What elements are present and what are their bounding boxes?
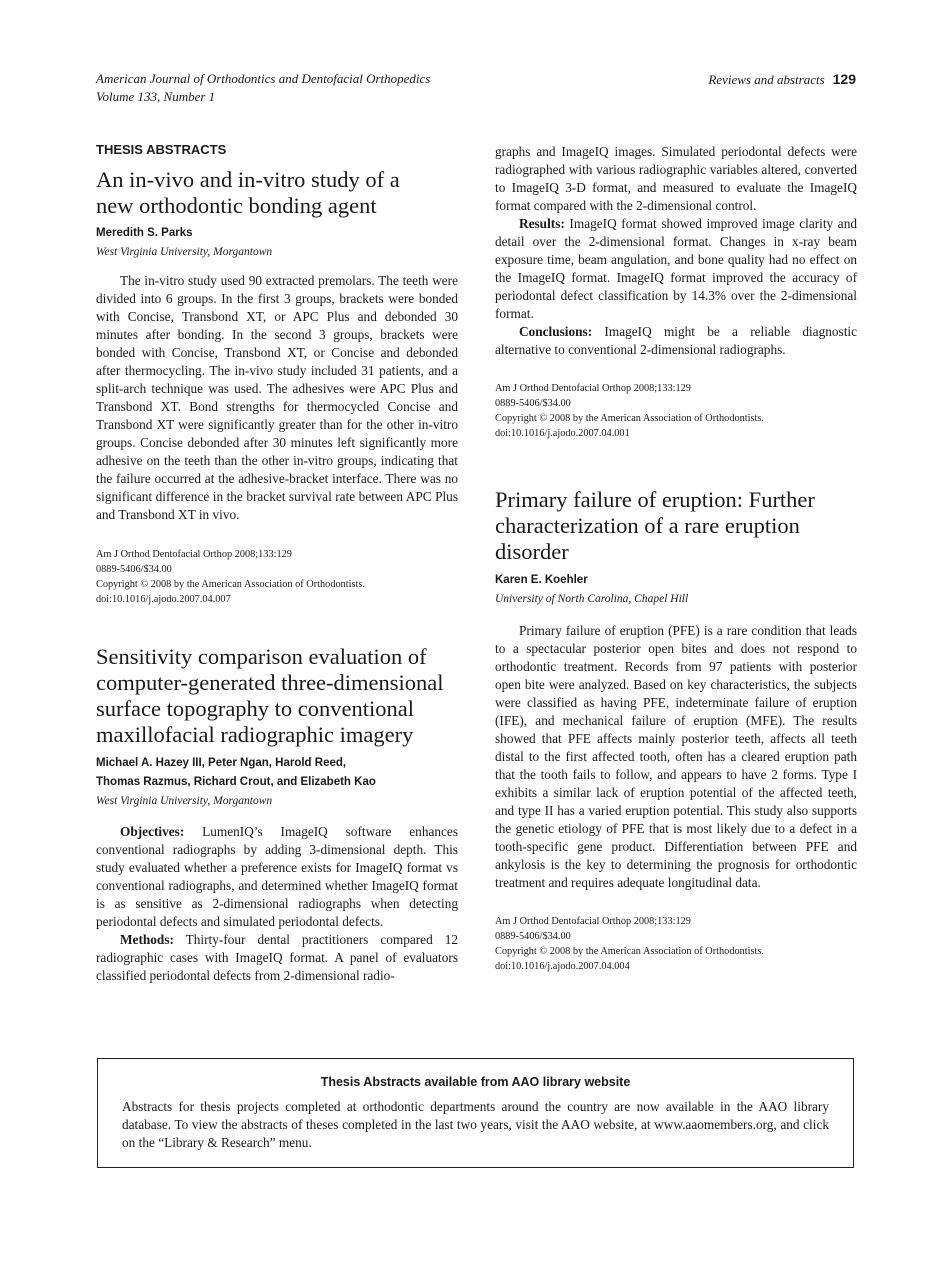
article-2-continued bbox=[495, 143, 857, 441]
article-title: An in-vivo and in-vitro study of a new orthodontic bonding agent bbox=[96, 167, 400, 218]
objectives-text: LumenIQ’s ImageIQ software enhances conventional radiographs by adding 3-dimensional depth. This study evaluated whether a preference exists for ImageIQ format vs conventional radiographs, and determined whether ImageIQ format is as sensitive as 2-dimensional radiographs when detecting periodontal defects and simulated periodontal defects. bbox=[96, 824, 458, 929]
running-header-right bbox=[708, 70, 856, 89]
authors-line: Thomas Razmus, Richard Crout, and Elizabeth Kao bbox=[96, 776, 376, 788]
article-body: The in-vitro study used 90 extracted premolars. The teeth were divided into 6 groups. In the first 3 groups, brackets were bonded with Concise, Transbond XT, or APC Plus and debonded 30 minutes after bonding. In the second 3 groups, brackets were bonded with Concise, Transbond XT, or Concise and debonded after thermocycling. The in-vivo study included 31 patients, and a split-arch technique was used. The adhesives were APC Plus and Transbond XT. Bond strengths for thermocycled Concise and Transbond XT were significantly greater than for the other in-vitro groups. Concise debonded after 30 minutes left significantly more adhesive on the teeth than the other in-vitro groups, indicating that the failure occurred at the adhesive-bracket interface. There was no significant difference in the bracket survival rate between APC Plus and Transbond XT in vivo. bbox=[96, 273, 458, 522]
citation-line: Am J Orthod Dentofacial Orthop 2008;133:129 bbox=[495, 916, 691, 927]
journal-volume: Volume 133, Number 1 bbox=[96, 89, 216, 104]
methods-paragraph bbox=[96, 931, 458, 985]
citation-line: Copyright © 2008 by the American Association of Orthodontists. bbox=[495, 946, 764, 957]
doi-link[interactable]: doi:10.1016/j.ajodo.2007.04.004 bbox=[495, 961, 630, 972]
article-body: Primary failure of eruption (PFE) is a rare condition that leads to a spectacular posterior open bites and does not respond to orthodontic treatment. Records from 97 patients with posterior open bite were analyzed. Based on key characteristics, the subjects were classified as having PFE, indeterminate failure of eruption (IFE), and mechanical failure of eruption (MFE). The results showed that PFE affects mainly posterior teeth, affects all teeth distal to the first affected tooth, often has a cleared eruption path that the tooth fails to follow, and appears to have 2 forms. Type I exhibits a similar lack of eruption potential of the affected teeth, and type II has a varied eruption potential. This study also supports the genetic etiology of PFE that is most likely due to a defect in a tooth-specific gene product. Differentiation between PFE and ankylosis is the key to determining the prognosis for orthodontic treatment and requires adequate longitudinal data. bbox=[495, 623, 857, 890]
article-authors bbox=[96, 754, 458, 792]
notice-box bbox=[97, 1058, 854, 1168]
article-affiliation: West Virginia University, Morgantown bbox=[96, 246, 273, 258]
article-citation bbox=[96, 547, 458, 607]
citation-line: 0889-5406/$34.00 bbox=[495, 931, 571, 942]
section-name: Reviews and abstracts bbox=[708, 72, 825, 87]
methods-text-continued: graphs and ImageIQ images. Simulated periodontal defects were radiographed with various radiographic variables altered, converted to ImageIQ 3-D format, and measured to evaluate the ImageIQ format compared with the 2-dimensional control. bbox=[495, 144, 857, 213]
conclusions-label: Conclusions: bbox=[519, 324, 593, 339]
results-text: ImageIQ format showed improved image clarity and detail over the 2-dimensional format. Changes in x-ray beam exposure time, beam angulation, and bone quality had no effect on the ImageIQ format. ImageIQ format improved the accuracy of periodontal defect classification by 14.3% over the 2-dimensional format. bbox=[495, 216, 857, 321]
citation-line: Copyright © 2008 by the American Association of Orthodontists. bbox=[96, 579, 365, 590]
article-affiliation: University of North Carolina, Chapel Hill bbox=[495, 593, 689, 605]
methods-text: Thirty-four dental practitioners compared 12 radiographic cases with ImageIQ format. A panel of evaluators classified periodontal defects from 2-dimensional radio- bbox=[96, 932, 458, 983]
section-heading: THESIS ABSTRACTS bbox=[96, 142, 227, 157]
article-affiliation: West Virginia University, Morgantown bbox=[96, 795, 273, 807]
running-header-left bbox=[96, 70, 430, 106]
citation-line: 0889-5406/$34.00 bbox=[495, 398, 571, 409]
conclusions-text: ImageIQ might be a reliable diagnostic alternative to conventional 2-dimensional radiographs. bbox=[495, 324, 857, 357]
conclusions-paragraph bbox=[495, 323, 857, 359]
article-3 bbox=[495, 487, 857, 974]
citation-line: Am J Orthod Dentofacial Orthop 2008;133:129 bbox=[495, 383, 691, 394]
citation-line: 0889-5406/$34.00 bbox=[96, 564, 172, 575]
results-paragraph bbox=[495, 215, 857, 323]
notice-title: Thesis Abstracts available from AAO library website bbox=[320, 1075, 631, 1089]
article-citation bbox=[495, 914, 857, 974]
methods-label: Methods: bbox=[120, 932, 174, 947]
article-2 bbox=[96, 644, 458, 985]
page-number: 129 bbox=[832, 71, 856, 87]
notice-text: Abstracts for thesis projects completed at orthodontic departments around the country are now available in the AAO library database. To view the abstracts of theses completed in the last two years, visit the AAO website, at www.aaomembers.org, and click on the “Library & Research” menu. bbox=[122, 1099, 829, 1150]
article-1 bbox=[96, 142, 458, 607]
article-title: Primary failure of eruption: Further characterization of a rare eruption disorder bbox=[495, 487, 815, 564]
objectives-label: Objectives: bbox=[120, 824, 185, 839]
citation-line: Copyright © 2008 by the American Association of Orthodontists. bbox=[495, 413, 764, 424]
authors-line: Michael A. Hazey III, Peter Ngan, Harold Reed, bbox=[96, 757, 347, 769]
citation-line: Am J Orthod Dentofacial Orthop 2008;133:129 bbox=[96, 549, 292, 560]
article-authors: Karen E. Koehler bbox=[495, 574, 588, 586]
results-label: Results: bbox=[519, 216, 565, 231]
journal-name: American Journal of Orthodontics and Dentofacial Orthopedics bbox=[96, 71, 431, 86]
doi-link[interactable]: doi:10.1016/j.ajodo.2007.04.007 bbox=[96, 594, 231, 605]
doi-link[interactable]: doi:10.1016/j.ajodo.2007.04.001 bbox=[495, 428, 630, 439]
article-citation bbox=[495, 381, 857, 441]
article-authors: Meredith S. Parks bbox=[96, 227, 193, 239]
article-title: Sensitivity comparison evaluation of computer-generated three-dimensional surface topography to conventional maxillofacial radiographic imagery bbox=[96, 644, 444, 747]
objectives-paragraph bbox=[96, 823, 458, 931]
